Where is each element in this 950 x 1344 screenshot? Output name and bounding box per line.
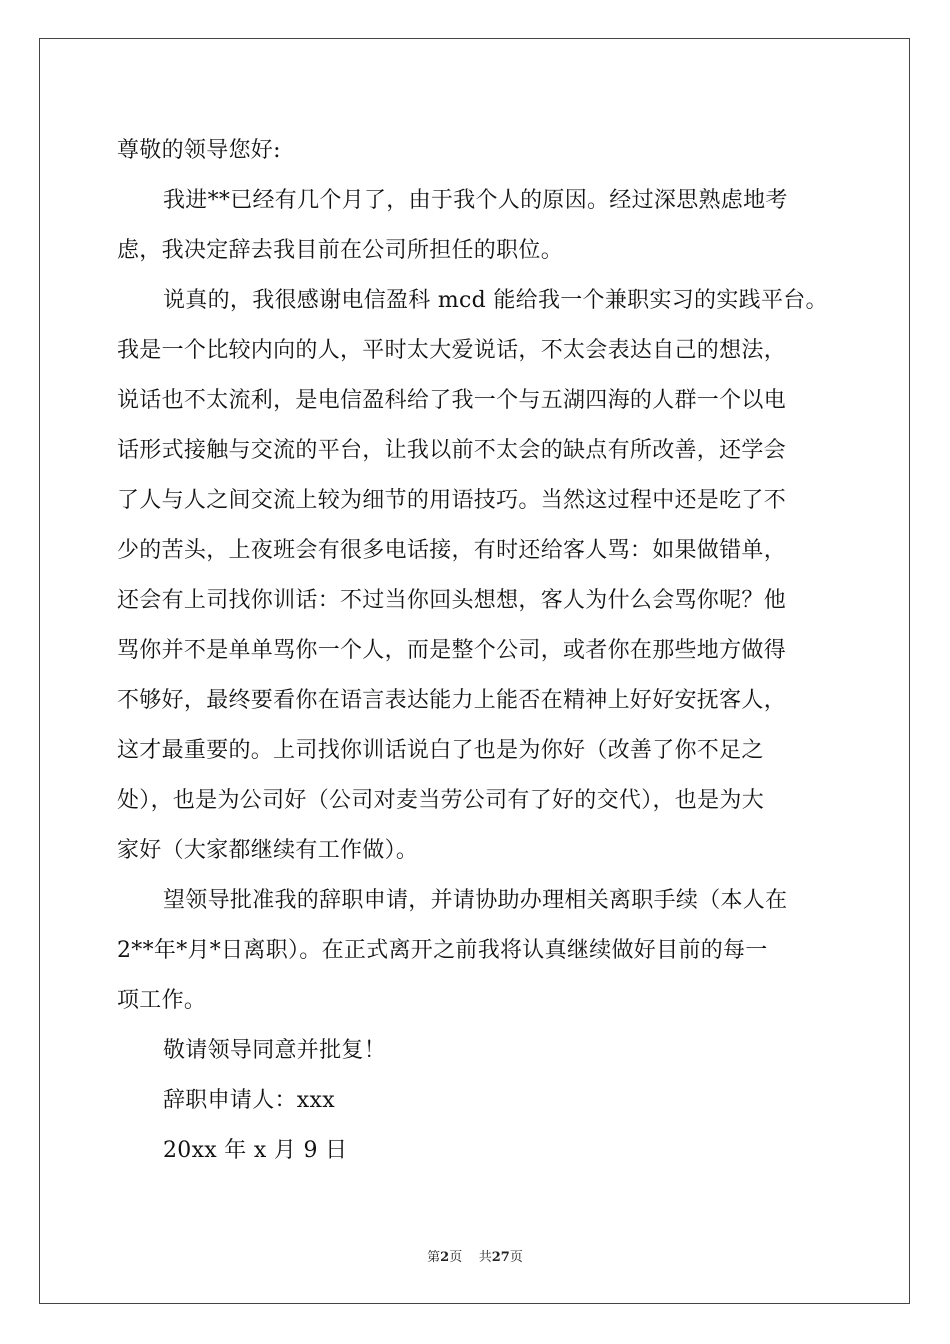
paragraph-line: 话形式接触与交流的平台，让我以前不太会的缺点有所改善，还学会: [117, 438, 787, 463]
footer-suffix: 页: [509, 1250, 523, 1265]
paragraph-line: 我是一个比较内向的人，平时太大爱说话，不太会表达自己的想法，: [117, 338, 787, 363]
footer-prefix: 第: [427, 1250, 441, 1265]
paragraph-line: 项工作。: [117, 988, 207, 1013]
date-line: 20xx 年 x 月 9 日: [163, 1138, 348, 1163]
paragraph-line: 2**年*月*日离职）。在正式离开之前我将认真继续做好目前的每一: [117, 938, 768, 963]
paragraph-line: 处），也是为公司好（公司对麦当劳公司有了好的交代），也是为大: [117, 788, 765, 813]
paragraph-line: 家好（大家都继续有工作做）。: [117, 838, 419, 863]
closing-request: 敬请领导同意并批复！: [163, 1038, 387, 1063]
paragraph-line: 说真的，我很感谢电信盈科 mcd 能给我一个兼职实习的实践平台。: [163, 288, 828, 313]
paragraph-line: 骂你并不是单单骂你一个人，而是整个公司，或者你在那些地方做得: [117, 638, 787, 663]
paragraph-line: 说话也不太流利，是电信盈科给了我一个与五湖四海的人群一个以电: [117, 388, 787, 413]
paragraph-line: 虑，我决定辞去我目前在公司所担任的职位。: [117, 238, 564, 263]
paragraph-line: 少的苦头，上夜班会有很多电话接，有时还给客人骂：如果做错单，: [117, 538, 787, 563]
paragraph-line: 我进**已经有几个月了，由于我个人的原因。经过深思熟虑地考: [163, 188, 788, 213]
total-page-number: 27: [491, 1250, 510, 1265]
footer-middle: 页 共: [449, 1250, 492, 1265]
letter-body: [117, 126, 839, 1176]
current-page-number: 2: [440, 1250, 450, 1265]
paragraph-line: 这才最重要的。上司找你训话说白了也是为你好（改善了你不足之: [117, 738, 764, 763]
paragraph-line: 还会有上司找你训话：不过当你回头想想，客人为什么会骂你呢？他: [117, 588, 787, 613]
page-footer: [0, 1246, 950, 1265]
letter-greeting: 尊敬的领导您好:: [117, 138, 281, 163]
signature-line: 辞职申请人：xxx: [163, 1088, 335, 1113]
paragraph-line: 了人与人之间交流上较为细节的用语技巧。当然这过程中还是吃了不: [117, 488, 787, 513]
paragraph-line: 望领导批准我的辞职申请，并请协助办理相关离职手续（本人在: [163, 888, 788, 913]
paragraph-line: 不够好，最终要看你在语言表达能力上能否在精神上好好安抚客人，: [117, 688, 787, 713]
